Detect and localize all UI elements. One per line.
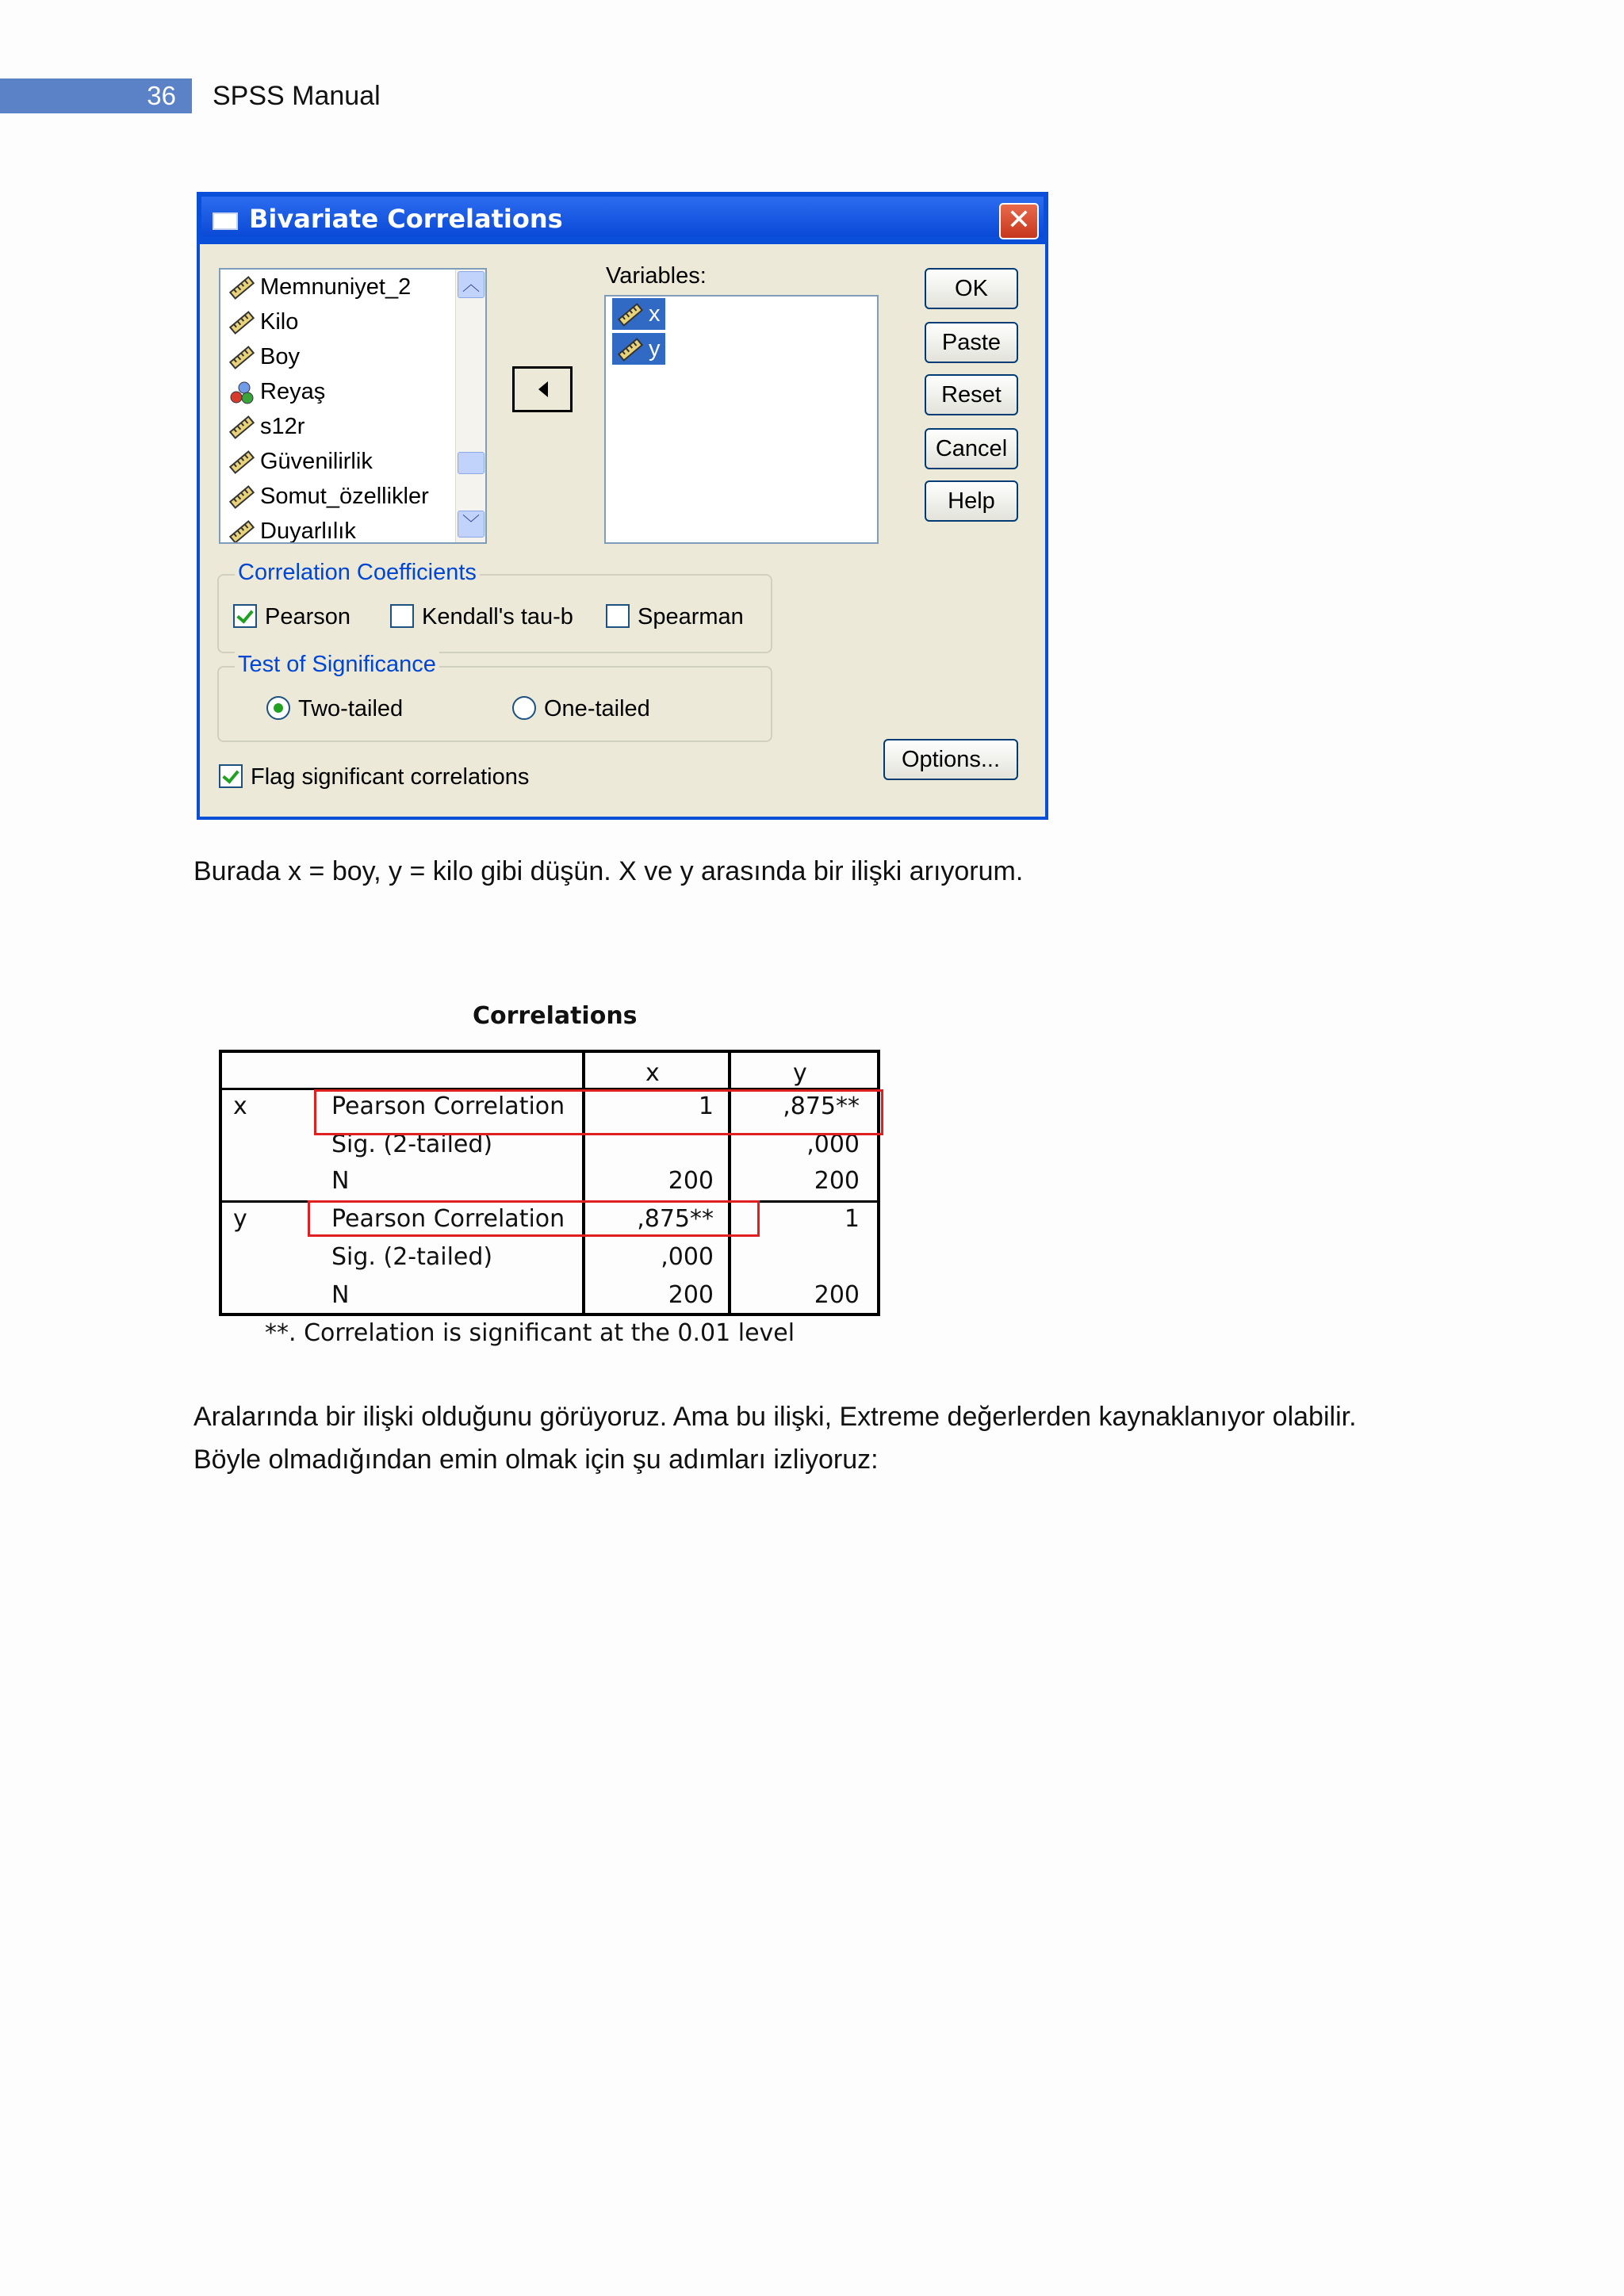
dialog-title-bar: [201, 197, 1044, 236]
table-cell-x: 1: [698, 1093, 714, 1120]
reset-button[interactable]: Reset: [925, 374, 1018, 415]
correlations-table-title: Correlations: [473, 1002, 638, 1030]
table-cell-y: 1: [844, 1205, 860, 1233]
source-variable-label: Reyaş: [260, 379, 326, 404]
table-row-statistic: N: [331, 1167, 350, 1195]
scroll-up-button[interactable]: [458, 271, 485, 298]
scale-ruler-icon: [228, 309, 260, 335]
running-title: SPSS Manual: [213, 81, 381, 111]
kendall-checkbox[interactable]: [390, 604, 414, 628]
nominal-balls-icon: [228, 379, 260, 404]
help-button[interactable]: Help: [925, 480, 1018, 522]
correlation-coefficients-title: Correlation Coefficients: [235, 558, 480, 587]
paragraph-explanation-line-2: Böyle olmadığından emin olmak için şu adımları izliyoruz:: [193, 1445, 879, 1475]
scale-ruler-icon: [228, 414, 260, 439]
table-cell-x: 200: [668, 1281, 714, 1309]
source-variable-item[interactable]: [228, 411, 304, 442]
source-variable-list[interactable]: [219, 268, 487, 544]
source-list-scrollbar[interactable]: [455, 270, 486, 542]
source-variable-item[interactable]: [228, 271, 411, 303]
source-variable-label: Kilo: [260, 309, 299, 335]
variables-list[interactable]: [604, 295, 879, 544]
scale-ruler-icon: [617, 336, 649, 362]
paragraph-intro: Burada x = boy, y = kilo gibi düşün. X ve y arasında bir ilişki arıyorum.: [193, 856, 1024, 886]
table-row-variable: y: [233, 1205, 247, 1233]
variables-label: Variables:: [606, 263, 707, 289]
table-row-statistic: Pearson Correlation: [331, 1093, 565, 1120]
source-variable-label: Boy: [260, 344, 300, 369]
scale-ruler-icon: [228, 519, 260, 544]
source-variable-item[interactable]: [228, 446, 373, 477]
source-variable-label: Memnuniyet_2: [260, 274, 412, 300]
selected-variable-label: y: [649, 336, 661, 362]
two-tailed-label: Two-tailed: [298, 696, 404, 721]
scale-ruler-icon: [228, 449, 260, 474]
table-cell-y: 200: [814, 1281, 860, 1309]
dialog-body: [200, 244, 1045, 817]
scroll-thumb[interactable]: [458, 452, 485, 474]
table-cell-y: ,000: [806, 1131, 860, 1158]
page-number: 36: [147, 81, 176, 110]
source-variable-item[interactable]: [228, 480, 429, 512]
source-variable-item[interactable]: [228, 376, 325, 408]
close-icon: ✕: [1006, 204, 1032, 236]
flag-significant-label: Flag significant correlations: [251, 764, 530, 790]
scale-ruler-icon: [228, 274, 260, 300]
cancel-button[interactable]: Cancel: [925, 428, 1018, 469]
table-cell-x: 200: [668, 1167, 714, 1195]
chevron-down-icon: ﹀: [462, 514, 480, 534]
selected-variable-label: x: [649, 301, 661, 327]
kendall-label: Kendall's tau-b: [422, 604, 573, 629]
source-variable-item[interactable]: [228, 515, 356, 544]
table-row-statistic: N: [331, 1281, 350, 1309]
bivariate-correlations-dialog: [197, 192, 1048, 820]
column-header-y: y: [793, 1059, 807, 1087]
scroll-down-button[interactable]: [458, 511, 485, 538]
one-tailed-label: One-tailed: [544, 696, 650, 721]
close-button[interactable]: [999, 203, 1039, 239]
table-cell-x: ,875**: [637, 1205, 714, 1233]
table-row-statistic: Sig. (2-tailed): [331, 1131, 493, 1158]
pearson-label: Pearson: [265, 604, 351, 629]
table-row-statistic: Sig. (2-tailed): [331, 1243, 493, 1271]
selected-variable-item[interactable]: [614, 333, 665, 365]
scale-ruler-icon: [228, 344, 260, 369]
source-variable-label: Duyarlılık: [260, 519, 356, 544]
source-variable-label: Somut_özellikler: [260, 484, 429, 509]
source-variable-label: s12r: [260, 414, 305, 439]
one-tailed-radio[interactable]: [512, 696, 536, 720]
chevron-up-icon: ︿: [462, 274, 480, 294]
table-cell-y: 200: [814, 1167, 860, 1195]
flag-significant-checkbox[interactable]: [219, 764, 243, 788]
table-footnote: **. Correlation is significant at the 0.01 level: [265, 1319, 795, 1347]
paste-button[interactable]: Paste: [925, 322, 1018, 363]
table-cell-x: ,000: [661, 1243, 714, 1271]
column-header-x: x: [645, 1059, 660, 1087]
options-button[interactable]: Options...: [883, 739, 1018, 780]
dialog-title: Bivariate Correlations: [249, 204, 563, 234]
source-variable-item[interactable]: [228, 341, 300, 373]
table-row-statistic: Pearson Correlation: [331, 1205, 565, 1233]
source-variable-item[interactable]: [228, 306, 298, 338]
scale-ruler-icon: [228, 484, 260, 509]
test-of-significance-title: Test of Significance: [235, 650, 439, 679]
scale-ruler-icon: [617, 301, 649, 327]
ok-button[interactable]: OK: [925, 268, 1018, 309]
arrow-left-icon: [538, 381, 548, 397]
move-variable-button[interactable]: [512, 366, 573, 412]
source-variable-label: Güvenilirlik: [260, 449, 373, 474]
two-tailed-radio[interactable]: [266, 696, 290, 720]
selected-variable-item[interactable]: [614, 298, 665, 330]
spearman-label: Spearman: [638, 604, 744, 629]
highlight-box-y-row: [308, 1200, 760, 1237]
table-row-variable: x: [233, 1093, 247, 1120]
spearman-checkbox[interactable]: [606, 604, 630, 628]
highlight-box-x-row: [314, 1089, 883, 1135]
table-cell-y: ,875**: [783, 1093, 860, 1120]
paragraph-explanation-line-1: Aralarında bir ilişki olduğunu görüyoruz. Ama bu ilişki, Extreme değerlerden kaynaklanıyor olabilir.: [193, 1402, 1357, 1432]
pearson-checkbox[interactable]: [233, 604, 257, 628]
window-icon: [213, 212, 238, 230]
